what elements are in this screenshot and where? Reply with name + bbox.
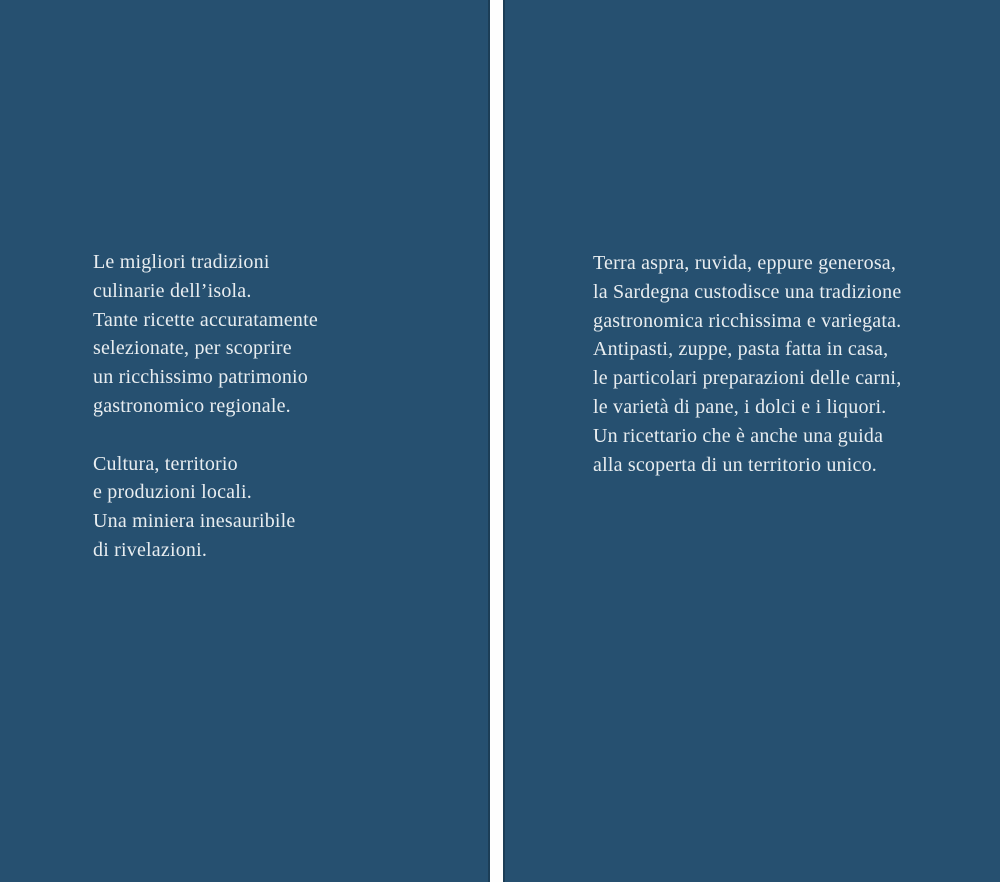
text-line: Una miniera inesauribile (93, 510, 296, 533)
text-line: selezionate, per scoprire (93, 337, 292, 360)
text-line: Tante ricette accuratamente (93, 308, 318, 331)
right-flap-panel (503, 0, 1000, 882)
left-flap-text (93, 248, 318, 565)
left-flap-paragraph-1 (93, 248, 318, 421)
text-line: gastronomica ricchissima e variegata. (593, 309, 902, 332)
text-line: di rivelazioni. (93, 538, 208, 561)
text-line: alla scoperta di un territorio unico. (593, 453, 877, 476)
text-line: le varietà di pane, i dolci e i liquori. (593, 395, 887, 418)
left-flap-paragraph-2 (93, 450, 318, 565)
spine-gap (490, 0, 503, 882)
text-line: e produzioni locali. (93, 481, 252, 504)
text-line: gastronomico regionale. (93, 394, 291, 417)
text-line: la Sardegna custodisce una tradizione (593, 280, 902, 303)
left-flap-panel (0, 0, 490, 882)
text-line: Le migliori tradizioni (93, 251, 270, 273)
text-line: Un ricettario che è anche una guida (593, 424, 884, 447)
right-flap-text (593, 249, 901, 479)
text-line: un ricchissimo patrimonio (93, 366, 308, 389)
text-line: Cultura, territorio (93, 452, 238, 475)
text-line: culinarie dell’isola. (93, 279, 252, 302)
text-line: le particolari preparazioni delle carni, (593, 367, 902, 390)
text-line: Terra aspra, ruvida, eppure generosa, (593, 252, 897, 274)
text-line: Antipasti, zuppe, pasta fatta in casa, (593, 338, 889, 361)
right-flap-paragraph-1 (593, 249, 901, 479)
